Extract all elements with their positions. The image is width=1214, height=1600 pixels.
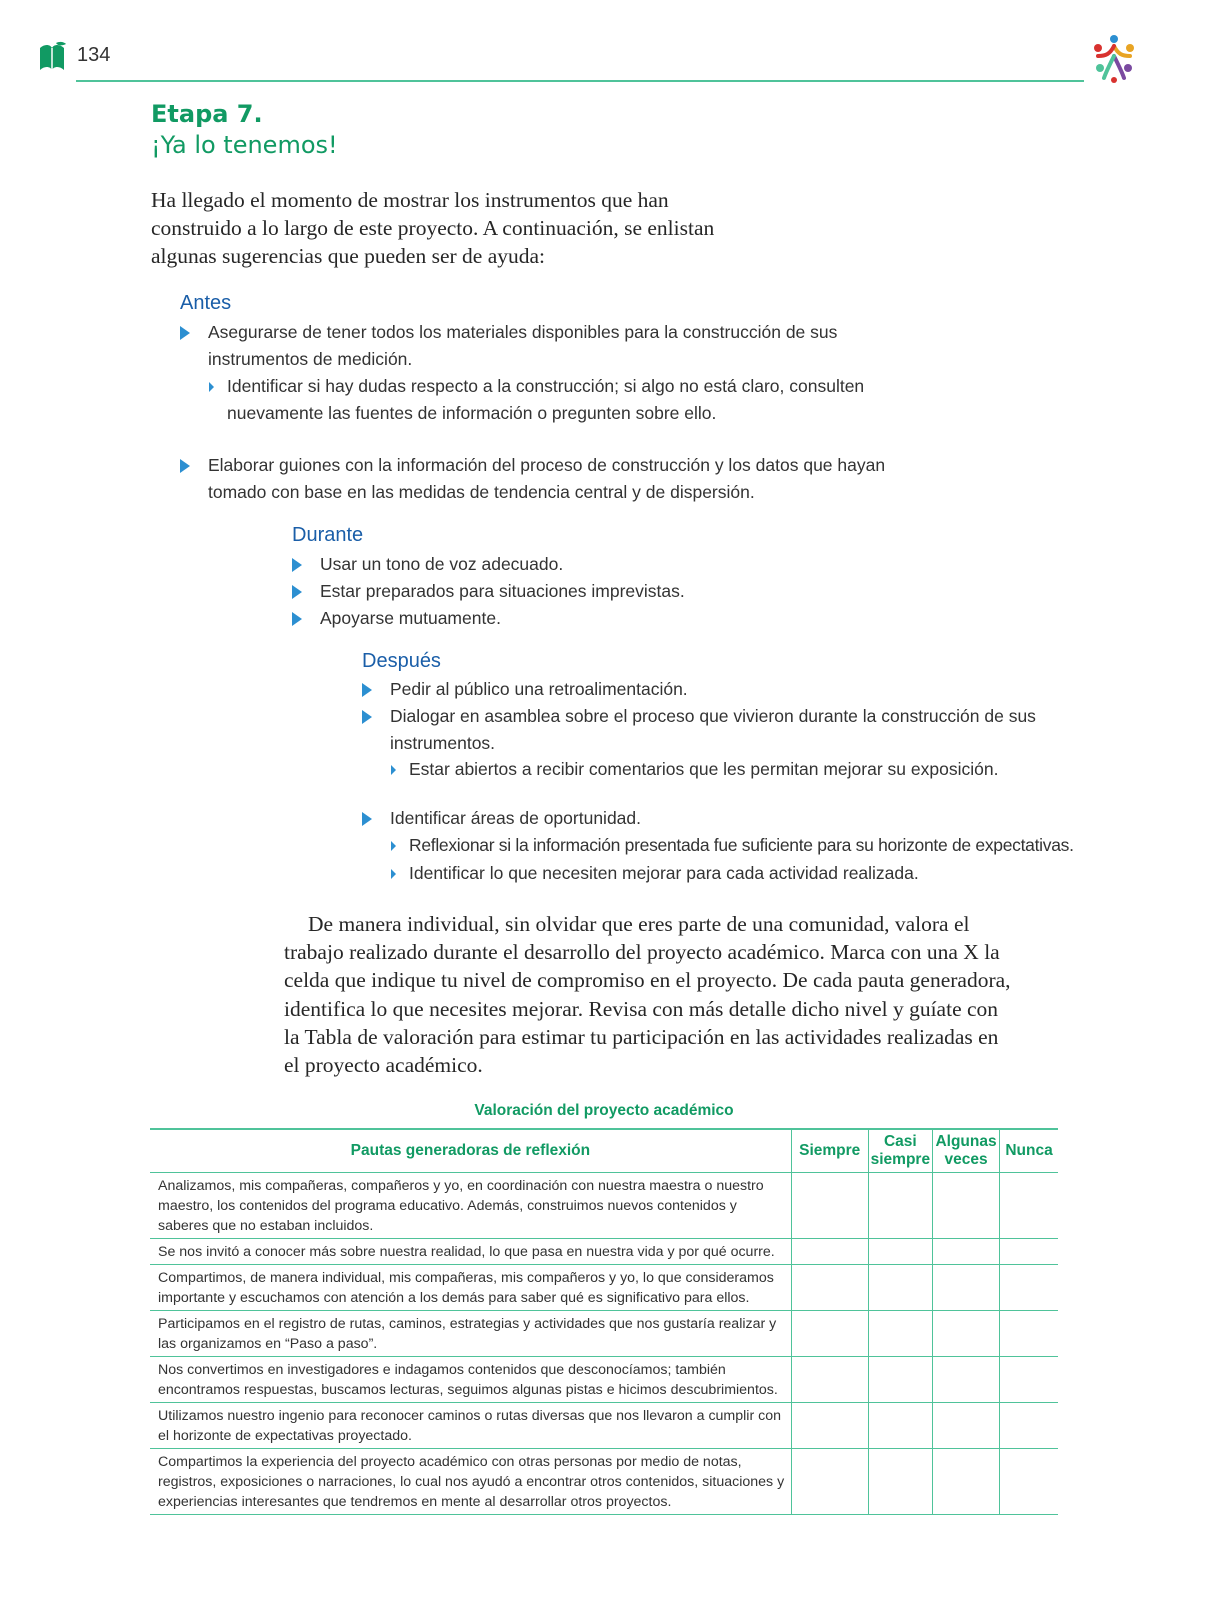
header-sometimes: Algunas veces (933, 1129, 1000, 1173)
list-item-text: Estar abiertos a recibir comentarios que les permitan mejorar su exposición. (409, 759, 999, 779)
list-item-text: Usar un tono de voz adecuado. (320, 554, 564, 574)
sub-bullet-icon (391, 765, 396, 775)
cell-always[interactable] (791, 1403, 868, 1449)
header-divider (76, 80, 1084, 82)
cell-sometimes[interactable] (933, 1311, 1000, 1357)
list-sub-item (209, 373, 887, 427)
list-item-text: Identificar lo que necesiten mejorar para cada actividad realizada. (409, 863, 919, 883)
list-item-text: Asegurarse de tener todos los materiales disponibles para la construcción de sus instrumentos de medición. (208, 322, 838, 369)
list-item-text: Apoyarse mutuamente. (320, 608, 501, 628)
criteria-cell: Utilizamos nuestro ingenio para reconocer caminos o rutas diversas que nos llevaron a cumplir con el horizonte de expectativas proyectado. (158, 1408, 781, 1444)
cell-sometimes[interactable] (933, 1449, 1000, 1515)
cell-always[interactable] (791, 1357, 868, 1403)
list-sub-item (391, 860, 1109, 887)
list-item (292, 551, 920, 578)
sub-bullet-icon (391, 869, 396, 879)
sub-bullet-icon (209, 382, 214, 392)
criteria-cell: Nos convertimos en investigadores e indagamos contenidos que desconocíamos; también encontramos respuestas, buscamos lecturas, seguimos algunas pistas e hicimos descubrimientos. (158, 1362, 778, 1398)
list-item (362, 703, 1050, 757)
header-always: Siempre (791, 1129, 868, 1173)
criteria-cell: Se nos invitó a conocer más sobre nuestra realidad, lo que pasa en nuestra vida y por qué ocurre. (158, 1244, 775, 1260)
list-item-text: Dialogar en asamblea sobre el proceso que vivieron durante la construcción de sus instrumentos. (390, 706, 1036, 753)
list-item (180, 452, 898, 506)
criteria-cell: Participamos en el registro de rutas, caminos, estrategias y actividades que nos gustaría realizar y las organizamos en “Paso a paso”. (158, 1316, 777, 1352)
cell-almost-always[interactable] (868, 1311, 932, 1357)
instructions-text: De manera individual, sin olvidar que eres parte de una comunidad, valora el trabajo realizado durante el desarrollo del proyecto académico. Marca con una X la celda que indique tu nivel de compromiso en el proyecto. De cada pauta generadora, identifica lo que necesites mejorar. Revisa con más detalle dicho nivel y guíate con la Tabla de valoración para estimar tu participación en las actividades realizadas en el proyecto académico. (284, 912, 1011, 1078)
bullet-icon (292, 558, 302, 572)
cell-never[interactable] (1000, 1449, 1058, 1515)
criteria-cell: Compartimos la experiencia del proyecto académico con otras personas por medio de notas, registros, exposiciones o narraciones, lo cual nos ayudó a encontrar otros contenidos, situaciones y experiencias interesantes que tendremos en mente al desarrollar otros proyectos. (158, 1454, 785, 1510)
cell-almost-always[interactable] (868, 1403, 932, 1449)
cell-almost-always[interactable] (868, 1173, 932, 1239)
bullet-icon (362, 812, 372, 826)
bullet-icon (292, 612, 302, 626)
cell-never[interactable] (1000, 1357, 1058, 1403)
cell-sometimes[interactable] (933, 1357, 1000, 1403)
cell-never[interactable] (1000, 1311, 1058, 1357)
list-item-text: Identificar áreas de oportunidad. (390, 808, 641, 828)
bullet-icon (292, 585, 302, 599)
table-row (150, 1173, 1058, 1239)
cell-sometimes[interactable] (933, 1173, 1000, 1239)
stage-title: Etapa 7. (151, 100, 263, 128)
list-item (292, 605, 920, 632)
cell-almost-always[interactable] (868, 1449, 932, 1515)
cell-always[interactable] (791, 1311, 868, 1357)
table-row (150, 1357, 1058, 1403)
list-item-text: Elaborar guiones con la información del proceso de construcción y los datos que hayan tomado con base en las medidas de tendencia central y de dispersión. (208, 455, 886, 502)
list-item-text: Reflexionar si la información presentada fue suficiente para su horizonte de expectativas. (409, 835, 1074, 855)
list-item-text: Pedir al público una retroalimentación. (390, 679, 688, 699)
cell-always[interactable] (791, 1265, 868, 1311)
cell-never[interactable] (1000, 1403, 1058, 1449)
bullet-icon (362, 710, 372, 724)
cell-always[interactable] (791, 1449, 868, 1515)
stage-subtitle: ¡Ya lo tenemos! (151, 131, 338, 159)
list-item (362, 805, 1050, 832)
intro-paragraph: Ha llegado el momento de mostrar los instrumentos que han construido a lo largo de este proyecto. A continuación, se enlistan algunas sugerencias que pueden ser de ayuda: (151, 188, 715, 268)
table-row (150, 1265, 1058, 1311)
cell-almost-always[interactable] (868, 1239, 932, 1265)
cell-always[interactable] (791, 1239, 868, 1265)
cell-almost-always[interactable] (868, 1357, 932, 1403)
table-row (150, 1311, 1058, 1357)
cell-sometimes[interactable] (933, 1265, 1000, 1311)
header-almost-always: Casi siempre (868, 1129, 932, 1173)
sub-bullet-icon (391, 841, 396, 851)
table-header-row (150, 1129, 1058, 1173)
cell-never[interactable] (1000, 1265, 1058, 1311)
header-never: Nunca (1000, 1129, 1058, 1173)
table-title: Valoración del proyecto académico (474, 1102, 734, 1119)
criteria-cell: Compartimos, de manera individual, mis compañeras, mis compañeros y yo, lo que consideramos importante y escuchamos con atención a los demás para saber qué es significativo para ellos. (158, 1270, 774, 1306)
list-item-text: Identificar si hay dudas respecto a la construcción; si algo no está claro, consulten nuevamente las fuentes de información o pregunten sobre ello. (227, 376, 865, 423)
table-row (150, 1403, 1058, 1449)
section-heading-durante: Durante (292, 524, 364, 546)
table-row (150, 1239, 1058, 1265)
community-figures-logo-icon (1088, 32, 1140, 84)
table-row (150, 1449, 1058, 1515)
section-heading-despues: Después (362, 650, 441, 672)
evaluation-table (150, 1128, 1058, 1515)
cell-always[interactable] (791, 1173, 868, 1239)
cell-almost-always[interactable] (868, 1265, 932, 1311)
section-heading-antes: Antes (180, 292, 232, 314)
cell-never[interactable] (1000, 1173, 1058, 1239)
cell-sometimes[interactable] (933, 1403, 1000, 1449)
bullet-icon (362, 683, 372, 697)
list-item (180, 319, 878, 373)
list-item (292, 578, 920, 605)
page-number: 134 (77, 44, 111, 66)
cell-never[interactable] (1000, 1239, 1058, 1265)
criteria-cell: Analizamos, mis compañeras, compañeros y yo, en coordinación con nuestra maestra o nuestro maestro, los contenidos del programa educativo. Además, construimos nuevos contenidos y saberes que no estaban incluidos. (158, 1178, 764, 1234)
book-leaf-icon (36, 40, 68, 74)
header-criteria: Pautas generadoras de reflexión (350, 1142, 591, 1159)
list-sub-item (391, 832, 1179, 859)
bullet-icon (180, 459, 190, 473)
bullet-icon (180, 326, 190, 340)
list-item-text: Estar preparados para situaciones imprevistas. (320, 581, 685, 601)
list-item (362, 676, 1050, 703)
cell-sometimes[interactable] (933, 1239, 1000, 1265)
instructions-paragraph (284, 910, 1014, 1079)
list-sub-item (391, 756, 1049, 783)
